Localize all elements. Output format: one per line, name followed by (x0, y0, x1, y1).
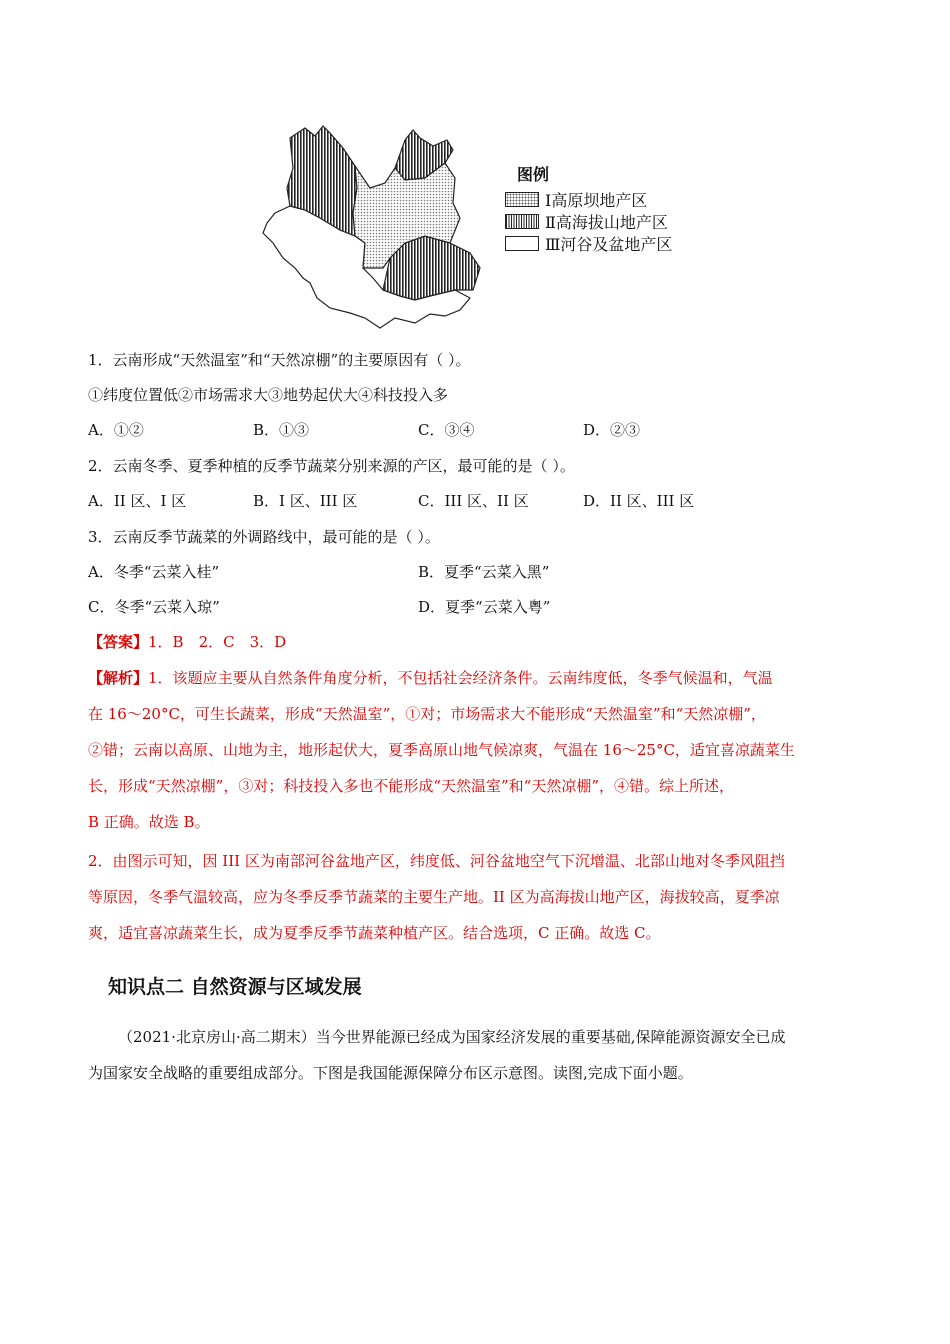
analysis-line-3: ②错；云南以高原、山地为主，地形起伏大，夏季高原山地气候凉爽，气温在 16～25°C，适宜喜凉蔬菜生 (88, 741, 795, 759)
section-heading: 知识点二 自然资源与区域发展 (108, 976, 362, 998)
q2-option-c: C．III 区、II 区 (418, 492, 529, 510)
analysis-line-2: 在 16～20°C，可生长蔬菜，形成“天然温室”，①对；市场需求大不能形成“天然温室”和“天然凉棚”， (88, 705, 766, 723)
analysis-line-6: 2．由图示可知，因 III 区为南部河谷盆地产区，纬度低、河谷盆地空气下沉增温、北部山地对冬季风阻挡 (88, 852, 785, 870)
yunnan-map (255, 118, 505, 333)
answer-line (88, 631, 286, 653)
q1-option-a: A．①② (88, 421, 144, 439)
answer-label: 【答案】 (88, 633, 149, 651)
q2-option-b: B．I 区、III 区 (253, 492, 358, 510)
dot-pattern-swatch (505, 192, 539, 207)
question-1-items: ①纬度位置低②市场需求大③地势起伏大④科技投入多 (88, 386, 449, 404)
blank-pattern-swatch (505, 236, 539, 251)
legend-title: 图例 (517, 165, 550, 184)
q3-option-c: C．冬季“云菜入琼” (88, 598, 220, 616)
stripe-pattern-swatch (505, 214, 539, 229)
q3-option-d: D．夏季“云菜入粤” (418, 598, 551, 616)
legend-item-region-i: Ⅰ高原坝地产区 (505, 188, 647, 211)
legend-item-region-ii: Ⅱ高海拔山地产区 (505, 210, 668, 233)
question-1-stem: 1．云南形成“天然温室”和“天然凉棚”的主要原因有（ ）。 (88, 351, 471, 369)
analysis-line-4: 长，形成“天然凉棚”，③对；科技投入多也不能形成“天然温室”和“天然凉棚”，④错。综上所述， (88, 777, 735, 795)
analysis-line-5: B 正确。故选 B。 (88, 813, 210, 831)
question-2-stem: 2．云南冬季、夏季种植的反季节蔬菜分别来源的产区，最可能的是（ ）。 (88, 457, 575, 475)
q1-option-b: B．①③ (253, 421, 310, 439)
analysis-label: 【解析】 (88, 669, 149, 687)
q3-option-b: B．夏季“云菜入黑” (418, 563, 550, 581)
q2-option-d: D．II 区、III 区 (583, 492, 695, 510)
legend-item-region-iii: Ⅲ河谷及盆地产区 (505, 232, 672, 255)
q1-option-d: D．②③ (583, 421, 641, 439)
yunnan-map-figure (255, 118, 705, 333)
answer-text: 1．B 2．C 3．D (148, 633, 287, 651)
q2-option-a: A．II 区、I 区 (88, 492, 187, 510)
q3-option-a: A．冬季“云菜入桂” (88, 563, 220, 581)
intro-line-2: 为国家安全战略的重要组成部分。下图是我国能源保障分布区示意图。读图,完成下面小题。 (88, 1064, 693, 1082)
analysis-line-7: 等原因，冬季气温较高，应为冬季反季节蔬菜的主要生产地。II 区为高海拔山地产区，海拔较高，夏季凉 (88, 888, 780, 906)
analysis-line-8: 爽，适宜喜凉蔬菜生长，成为夏季反季节蔬菜种植产区。结合选项，C 正确。故选 C。 (88, 924, 661, 942)
q1-option-c: C．③④ (418, 421, 475, 439)
intro-line-1: （2021·北京房山·高二期末）当今世界能源已经成为国家经济发展的重要基础,保障能源资源安全已成 (118, 1028, 786, 1046)
analysis-line-1: 【解析】1．该题应主要从自然条件角度分析，不包括社会经济条件。云南纬度低，冬季气候温和，气温 (88, 669, 773, 687)
question-3-stem: 3．云南反季节蔬菜的外调路线中，最可能的是（ ）。 (88, 528, 440, 546)
